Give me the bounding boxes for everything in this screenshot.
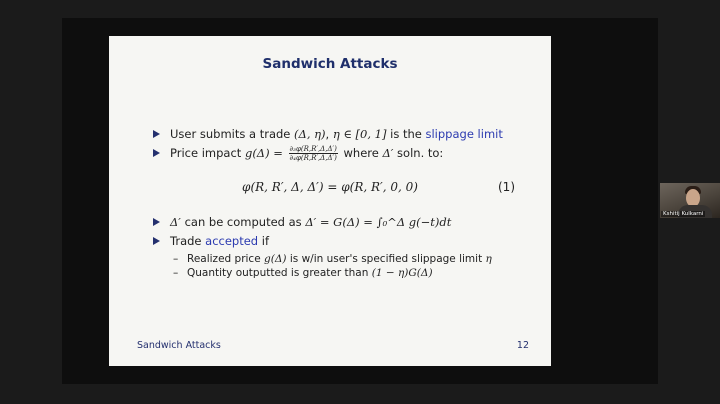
bullet-text: User submits a trade bbox=[170, 127, 295, 141]
math-expression: Δ′ bbox=[382, 146, 394, 160]
bullet-triangle-icon bbox=[153, 149, 160, 157]
bullet-text: can be computed as bbox=[180, 215, 306, 229]
webcam-thumbnail[interactable] bbox=[660, 183, 720, 218]
math-expression: g(Δ) bbox=[264, 253, 287, 265]
dash-marker: – bbox=[173, 253, 179, 265]
math-expression: η ∈ [0, 1] bbox=[332, 127, 387, 141]
highlight-accepted: accepted bbox=[205, 234, 259, 248]
slide bbox=[109, 36, 551, 366]
bullet-triangle-icon bbox=[153, 237, 160, 245]
bullet-triangle-icon bbox=[153, 130, 160, 138]
bullet-triangle-icon bbox=[153, 218, 160, 226]
math-expression: Δ′ = G(Δ) = ∫₀^Δ g(−t)dt bbox=[305, 215, 452, 229]
bullet-item-compute bbox=[153, 214, 533, 231]
bullet-text: Trade bbox=[170, 234, 206, 248]
footer-section-title: Sandwich Attacks bbox=[137, 340, 221, 351]
math-expression: (1 − η)G(Δ) bbox=[371, 267, 433, 279]
bullet-item-accepted bbox=[153, 233, 533, 250]
dash-marker: – bbox=[173, 267, 179, 279]
fraction-denominator: ∂₄φ(R,R′,Δ,Δ′) bbox=[289, 154, 337, 162]
sub-text: Realized price bbox=[187, 253, 264, 265]
bullet-item-price-impact bbox=[153, 145, 533, 162]
slide-title: Sandwich Attacks bbox=[262, 56, 398, 72]
sub-item-realized-price bbox=[153, 252, 533, 266]
bullet-text: where bbox=[339, 146, 383, 160]
equation-body: φ(R, R′, Δ, Δ′) = φ(R, R′, 0, 0) bbox=[242, 180, 418, 194]
bullet-text: is the bbox=[386, 127, 426, 141]
equation-number: (1) bbox=[498, 180, 515, 194]
bullet-text: Price impact bbox=[170, 146, 245, 160]
sub-text: is w/in user's specified slippage limit bbox=[286, 253, 486, 265]
math-expression: g(Δ) = bbox=[244, 146, 287, 160]
footer-page-number: 12 bbox=[516, 340, 529, 351]
bullet-item-trade bbox=[153, 126, 533, 143]
math-expression: η bbox=[485, 253, 492, 265]
bullet-text: , bbox=[325, 127, 333, 141]
fraction-numerator: ∂₃φ(R,R′,Δ,Δ′) bbox=[289, 145, 337, 153]
math-expression: (Δ, η) bbox=[294, 127, 326, 141]
math-expression: Δ′ bbox=[170, 215, 181, 229]
bullet-list bbox=[153, 126, 533, 164]
bullet-text: soln. to: bbox=[393, 146, 444, 160]
highlight-slippage-limit: slippage limit bbox=[425, 127, 503, 141]
bullet-list-2 bbox=[153, 214, 533, 280]
bullet-text: if bbox=[258, 234, 269, 248]
sub-text: Quantity outputted is greater than bbox=[187, 267, 372, 279]
webcam-name-label: Kshitij Kulkarni bbox=[663, 211, 704, 217]
display-equation bbox=[109, 180, 551, 194]
sub-item-quantity bbox=[153, 266, 533, 280]
fraction bbox=[289, 145, 338, 162]
